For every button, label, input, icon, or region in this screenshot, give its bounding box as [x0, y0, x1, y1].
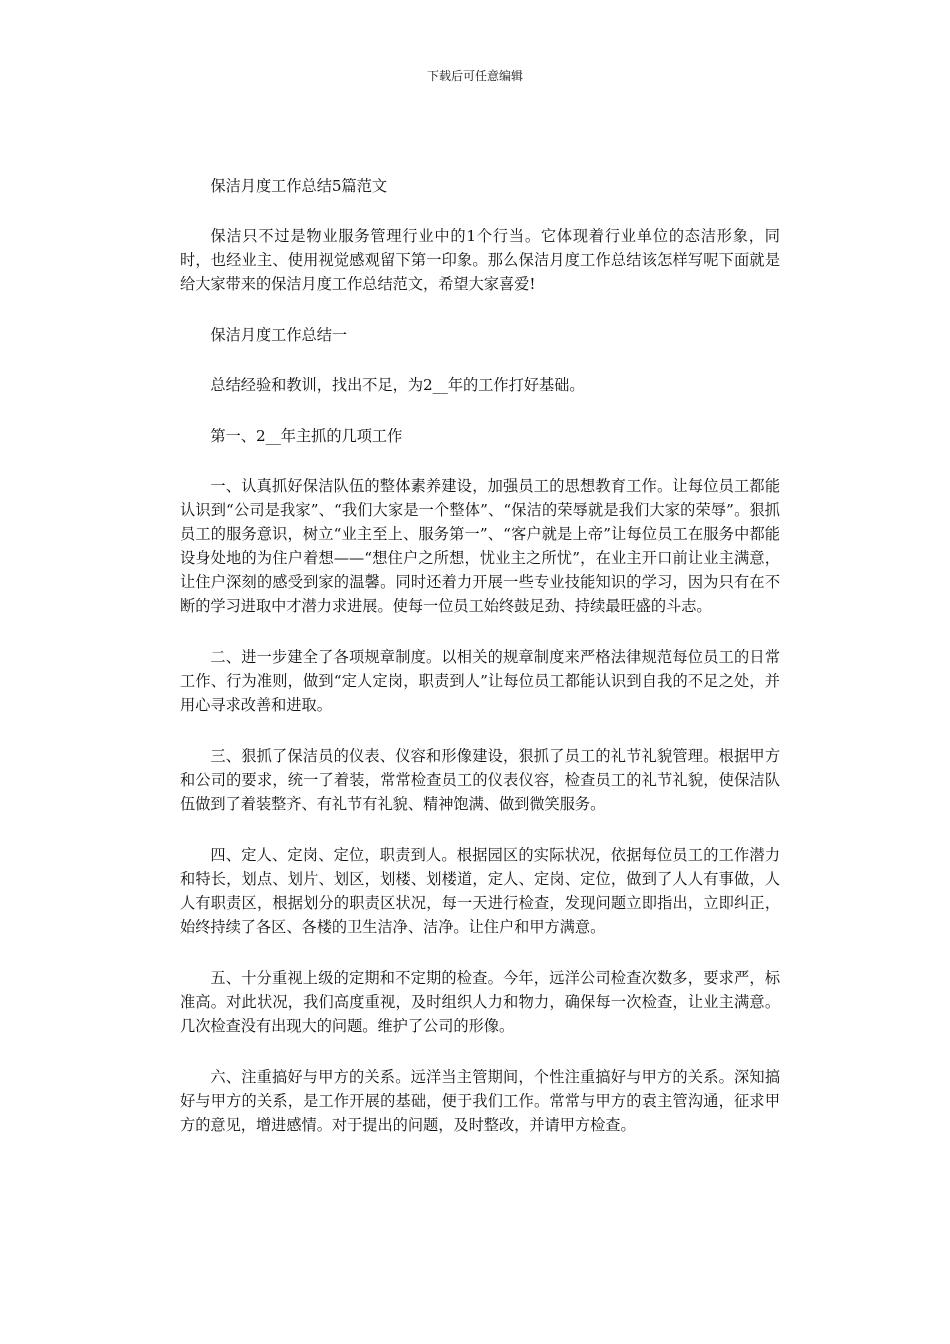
page-header-note: 下载后可任意编辑 [426, 69, 523, 83]
item-paragraph-3: 三、狠抓了保洁员的仪表、仪容和形像建设，狠抓了员工的礼节礼貌管理。根据甲方和公司的要求，统一了着装，常常检查员工的仪表仪容，检查员工的礼节礼貌，使保洁队伍做到了着装整齐、有礼节有礼貌、精神饱满、做到微笑服务。 [180, 747, 780, 813]
item-paragraph-1: 一、认真抓好保洁队伍的整体素养建设，加强员工的思想教育工作。让每位员工都能认识到“公司是我家”、“我们大家是一个整体”、“保洁的荣辱就是我们大家的荣辱”。狠抓员工的服务意识，树立“业主至上、服务第一”、“客户就是上帝”让每位员工在服务中都能设身处地的为住户着想——“想住户之所想，忧业主之所忧”，在业主开口前让业主满意，让住户深刻的感受到家的温馨。同时还着力开展一些专业技能知识的学习，因为只有在不断的学习进取中才潜力求进展。使每一位员工始终鼓足劲、持续最旺盛的斗志。 [180, 477, 780, 615]
document-title: 保洁月度工作总结5篇范文 [210, 177, 388, 195]
sub-heading: 第一、2__年主抓的几项工作 [210, 427, 403, 445]
item-paragraph-4: 四、定人、定岗、定位，职责到人。根据园区的实际状况，依据每位员工的工作潜力和特长，划点、划片、划区，划楼、划楼道，定人、定岗、定位，做到了人人有事做，人人有职责区，根据划分的职责区状况，每一天进行检查，发现问题立即指出，立即纠正，始终持续了各区、各楼的卫生洁净、洁净。让住户和甲方满意。 [180, 846, 780, 936]
summary-paragraph: 总结经验和教训，找出不足，为2__年的工作打好基础。 [210, 376, 585, 394]
intro-paragraph: 保洁只不过是物业服务管理行业中的1个行当。它体现着行业单位的态洁形象，同时，也经业主、使用视觉感观留下第一印象。那么保洁月度工作总结该怎样写呢下面就是给大家带来的保洁月度工作总结范文，希望大家喜爱! [180, 227, 780, 293]
section-title: 保洁月度工作总结一 [210, 326, 348, 344]
item-paragraph-5: 五、十分重视上级的定期和不定期的检查。今年，远洋公司检查次数多，要求严，标准高。对此状况，我们高度重视，及时组织人力和物力，确保每一次检查，让业主满意。几次检查没有出现大的问题。维护了公司的形像。 [180, 969, 780, 1035]
item-paragraph-6: 六、注重搞好与甲方的关系。远洋当主管期间，个性注重搞好与甲方的关系。深知搞好与甲方的关系，是工作开展的基础，便于我们工作。常常与甲方的袁主管沟通，征求甲方的意见，增进感情。对于提出的问题，及时整改，并请甲方检查。 [180, 1068, 780, 1134]
document-body [180, 174, 780, 1164]
item-paragraph-2: 二、进一步建全了各项规章制度。以相关的规章制度来严格法律规范每位员工的日常工作、行为准则，做到“定人定岗，职责到人”让每位员工都能认识到自我的不足之处，并用心寻求改善和进取。 [180, 648, 780, 714]
